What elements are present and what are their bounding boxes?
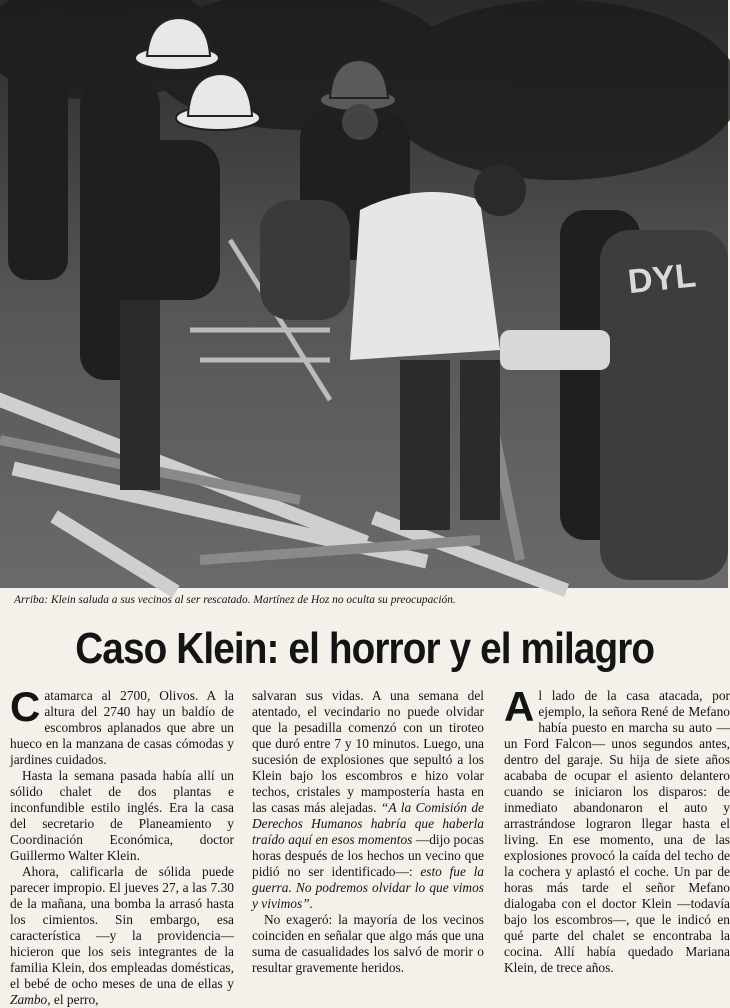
article-column-3 xyxy=(504,683,730,975)
paragraph: Hasta la semana pasada había allí un sólido chalet de dos plantas e inconfundible estilo inglés. Era la casa del secretario de Planeamiento y Coordinación Económica, doctor Guillermo Walter Klein. xyxy=(10,768,234,863)
paragraph-text: atamarca al 2700, Olivos. A la altura del 2740 hay un baldío de escombros aplanados que abre un hueco en la manzana de casas cómodas y jardines cuidados. xyxy=(10,688,234,767)
paragraph-text: salvaran sus vidas. A una semana del atentado, el vecindario no puede olvidar que la pesadilla comenzó con un tiroteo que duró entre 7 y 10 minutos. Luego, una sucesión de explosiones que sepultó a los Klein bajo los escombros e hizo volar techos, cristales y mampostería hasta en las casas más alejadas. xyxy=(252,688,484,815)
drop-cap: A xyxy=(504,683,535,730)
article-headline: Caso Klein: el horror y el milagro xyxy=(75,624,655,673)
quote-text: esto fue la guerra. No podremos olvidar lo que vimos y vivimos”. xyxy=(252,864,485,911)
paragraph xyxy=(10,683,234,768)
paragraph: No exageró: la mayoría de los vecinos coinciden en señalar que algo más que una suma de casualidades los salvó de morir o resultar gravemente heridos. xyxy=(252,912,484,975)
paragraph-text: , el perro, xyxy=(47,992,99,1007)
paragraph xyxy=(504,683,730,976)
article-column-2 xyxy=(252,688,485,975)
article-column-1 xyxy=(10,683,234,1007)
photo-caption: Arriba: Klein saluda a sus vecinos al ser rescatado. Martínez de Hoz no oculta su preocupación. xyxy=(14,594,456,606)
quote-text: “A la Comisión de Derechos Humanos habría que haberla traído aquí en esos momentos xyxy=(252,800,484,847)
paragraph-text: Ahora, calificarla de sólida puede parecer impropio. El jueves 27, a las 7.30 de la mañana, una bomba la arrasó hasta los cimientos. Sin embargo, esa característica —y la providencia— hicieron que los seis integrantes de la familia Klein, dos empleadas domésticas, el bebé de ocho meses de una de ellas y xyxy=(10,864,234,991)
paragraph-text: —dijo pocas horas después de los hechos un vecino que pidió no ser identificado—: xyxy=(252,832,485,879)
paragraph xyxy=(252,688,484,912)
paragraph xyxy=(10,864,234,1008)
vest-lettering: DYL xyxy=(626,256,698,302)
drop-cap: C xyxy=(10,683,41,730)
paragraph-text: l lado de la casa atacada, por ejemplo, la señora René de Mefano había puesto en marcha su auto —un Ford Falcon— unos segundos antes, dentro del garaje. Su hija de siete años acababa de ocupar el asiento delantero cuando se iniciaron los disparos: de inmediato abandonaron el auto y arrastrándose lograron llegar hasta el living. En ese momento, una de las explosiones provocó la caída del techo de la cochera y aplastó el coche. Un par de horas más tarde el señor Mefano dialogaba con el doctor Klein —todavía bajo los escombros—, que le indicó en qué parte del chalet se encontraba la cocina. Allí había quedado Mariana Klein, de trece años. xyxy=(504,688,730,975)
dog-name: Zambo xyxy=(10,992,48,1007)
